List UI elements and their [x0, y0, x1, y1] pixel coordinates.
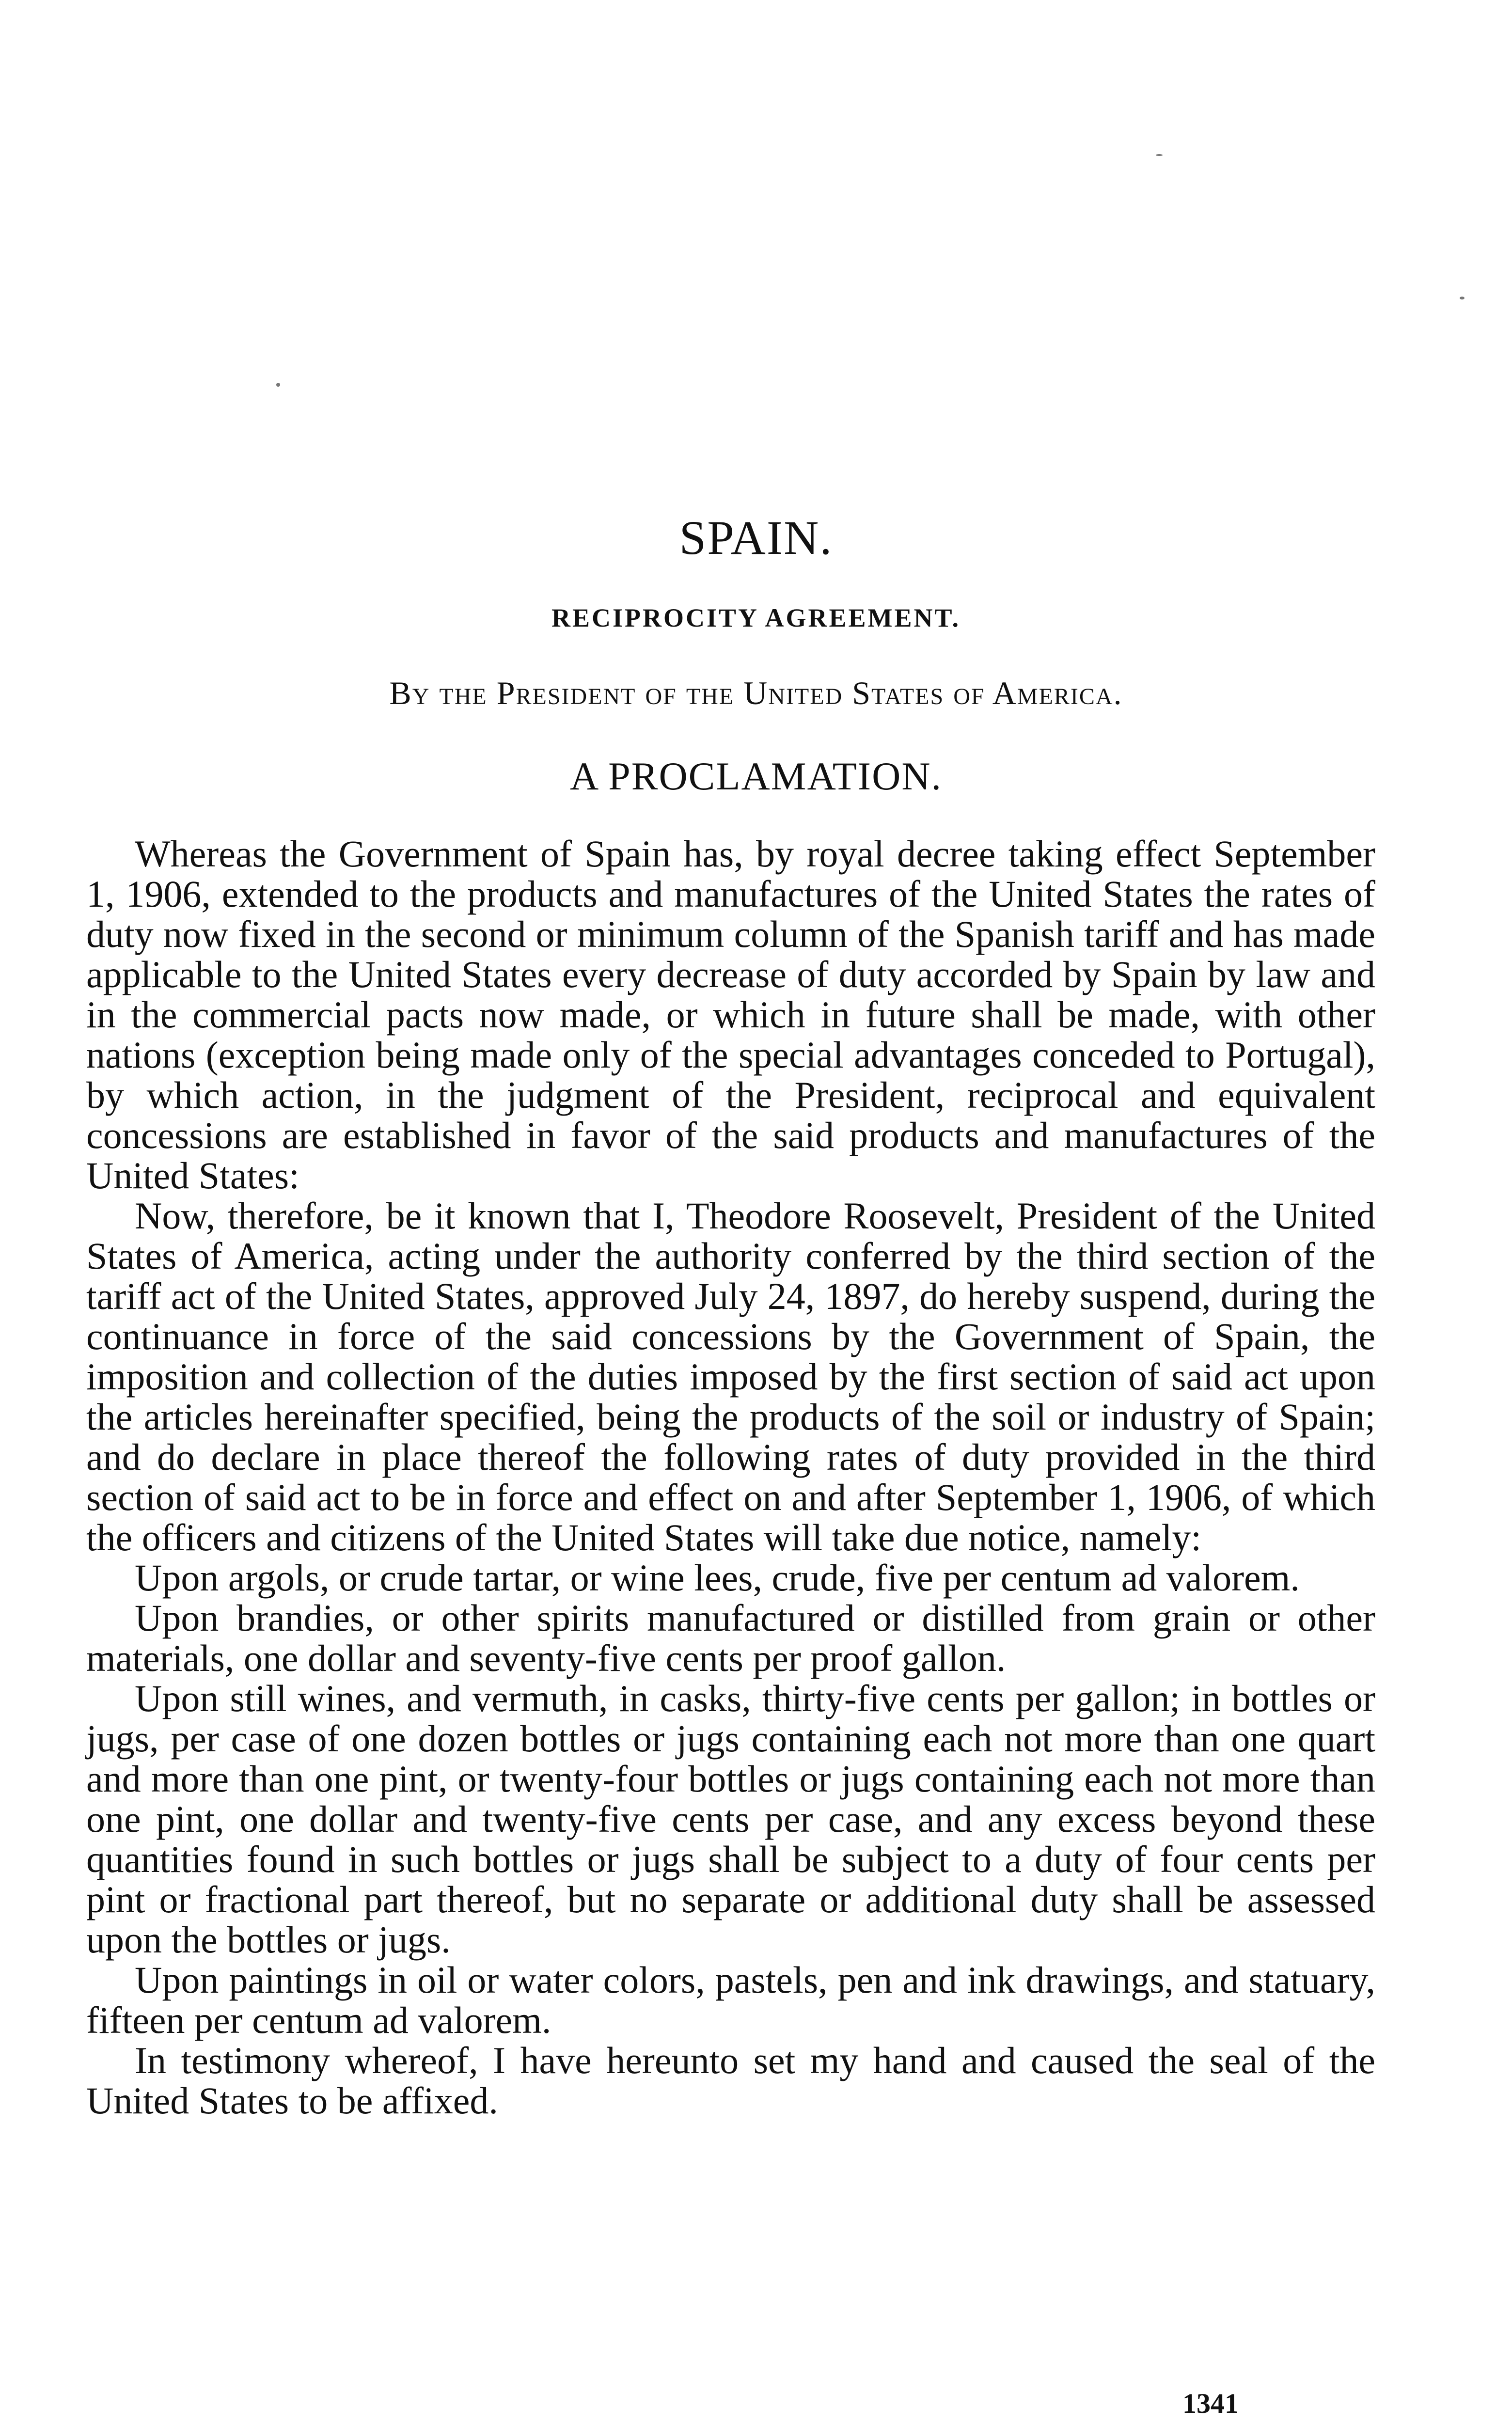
scan-speck	[1156, 154, 1163, 156]
proclamation-authority: By the President of the United States of America.	[389, 675, 1123, 711]
paragraph-whereas: Whereas the Government of Spain has, by royal decree taking effect September 1, 1906, extended to the products and manufactures of the United States the rates of duty now fixed in the second or minimum column of the Spanish tariff and has made applicable to the United States every decrease of duty accorded by Spain by law and in the commercial pacts now made, or which in future shall be made, with other nations (exception being made only of the special advantages conceded to Portugal), by which action, in the judgment of the President, reciprocal and equivalent concessions are established in favor of the said products and manufactures of the United States:	[86, 833, 1375, 1196]
scan-speck	[1460, 297, 1465, 299]
paragraph-paintings: Upon paintings in oil or water colors, pastels, pen and ink drawings, and statuary, fifteen per centum ad valorem.	[86, 1959, 1375, 2041]
paragraph-brandies: Upon brandies, or other spirits manufactured or distilled from grain or other materials, one dollar and seventy-five cents per proof gallon.	[86, 1597, 1375, 1679]
proclamation-body	[86, 834, 1375, 2121]
paragraph-wines: Upon still wines, and vermuth, in casks, thirty-five cents per gallon; in bottles or jugs, per case of one dozen bottles or jugs containing each not more than one quart and more than one pint, or twenty-four bottles or jugs containing each not more than one pint, one dollar and twenty-five cents per case, and any excess beyond these quantities found in such bottles or jugs shall be subject to a duty of four cents per pint or fractional part thereof, but no separate or additional duty shall be assessed upon the bottles or jugs.	[86, 1677, 1375, 1961]
paragraph-testimony: In testimony whereof, I have hereunto set my hand and caused the seal of the United States to be affixed.	[86, 2039, 1375, 2122]
paragraph-now-therefore: Now, therefore, be it known that I, Theodore Roosevelt, President of the United States of America, acting under the authority conferred by the third section of the tariff act of the United States, approved July 24, 1897, do hereby suspend, during the continuance in force of the said concessions by the Government of Spain, the imposition and collection of the duties imposed by the first section of said act upon the articles hereinafter specified, being the products of the soil or industry of Spain; and do declare in place thereof the following rates of duty provided in the third section of said act to be in force and effect on and after September 1, 1906, of which the officers and citizens of the United States will take due notice, namely:	[86, 1195, 1375, 1558]
page-number: 1341	[1182, 2388, 1239, 2419]
paragraph-argols: Upon argols, or crude tartar, or wine lees, crude, five per centum ad valorem.	[135, 1557, 1300, 1599]
scan-speck	[276, 383, 280, 387]
proclamation-heading: A PROCLAMATION.	[569, 754, 943, 798]
document-subtitle: RECIPROCITY AGREEMENT.	[551, 603, 961, 632]
document-title: SPAIN.	[679, 511, 833, 565]
